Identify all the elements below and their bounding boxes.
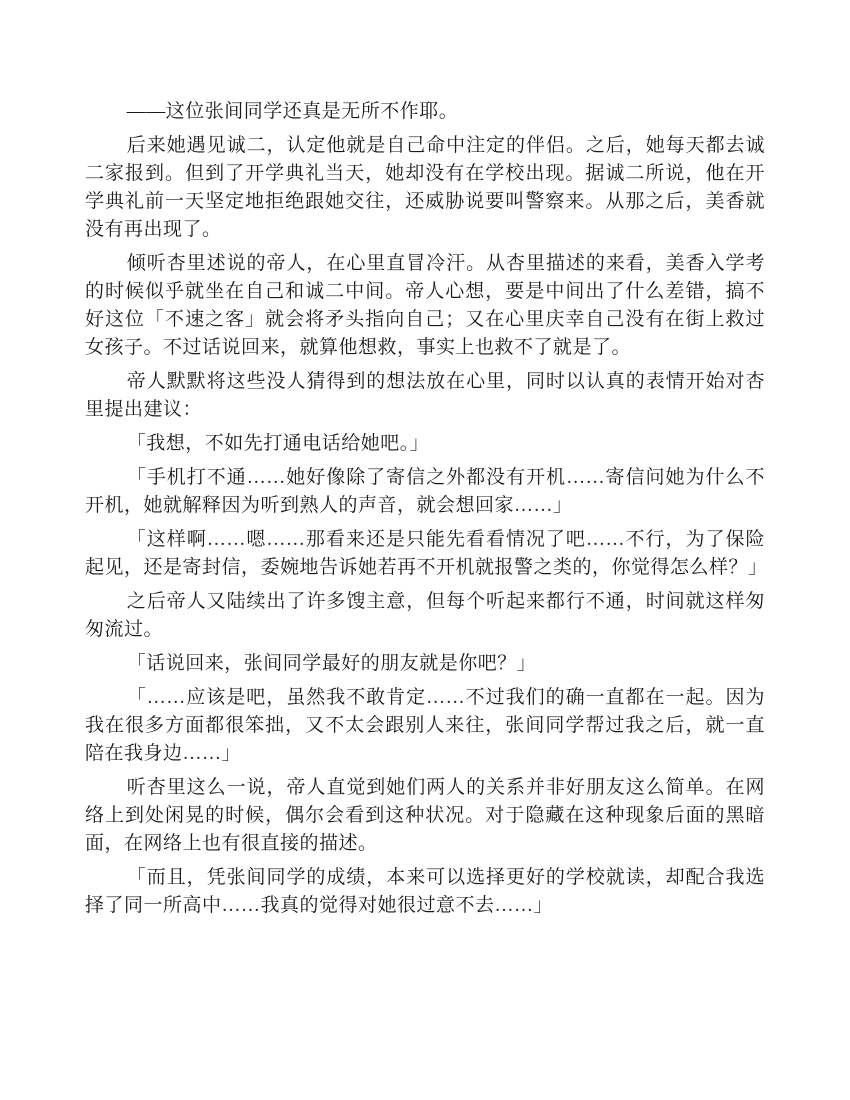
- paragraph-narration: 听杏里这么一说，帝人直觉到她们两人的关系并非好朋友这么简单。在网络上到处闲晃的时候，偶尔会看到这种状况。对于隐藏在这种现象后面的黑暗面，在网络上也有很直接的描述。: [85, 777, 765, 854]
- paragraph-dash-remark: ——这位张间同学还真是无所不作耶。: [126, 101, 459, 122]
- paragraph-dialogue: 「我想，不如先打通电话给她吧。」: [126, 433, 430, 454]
- paragraph-narration: 倾听杏里述说的帝人，在心里直冒冷汗。从杏里描述的来看，美香入学考的时候似乎就坐在自己和诚二中间。帝人心想，要是中间出了什么差错，搞不好这位「不速之客」就会将矛头指向自己；又在心里庆幸自己没有在街上救过女孩子。不过话说回来，就算他想救，事实上也救不了就是了。: [85, 253, 765, 358]
- paragraph-narration: 后来她遇见诚二，认定他就是自己命中注定的伴侣。之后，她每天都去诚二家报到。但到了开学典礼当天，她却没有在学校出现。据诚二所说，他在开学典礼前一天坚定地拒绝跟她交往，还威胁说要叫警察来。从那之后，美香就没有再出现了。: [85, 135, 765, 240]
- paragraph-narration: 帝人默默将这些没人猜得到的想法放在心里，同时以认真的表情开始对杏里提出建议：: [85, 371, 765, 420]
- paragraph-dialogue: 「……应该是吧，虽然我不敢肯定……不过我们的确一直都在一起。因为我在很多方面都很笨拙，又不太会跟别人来往，张间同学帮过我之后，就一直陪在我身边……」: [85, 687, 765, 764]
- paragraph-dialogue: 「话说回来，张间同学最好的朋友就是你吧？」: [126, 653, 537, 674]
- paragraph-narration: 之后帝人又陆续出了许多馊主意，但每个听起来都行不通，时间就这样匆匆流过。: [85, 591, 765, 640]
- paragraph-dialogue: 「这样啊……嗯……那看来还是只能先看看情况了吧……不行，为了保险起见，还是寄封信，委婉地告诉她若再不开机就报警之类的，你觉得怎么样？」: [85, 529, 768, 578]
- paragraph-dialogue: 「手机打不通……她好像除了寄信之外都没有开机……寄信问她为什么不开机，她就解释因为听到熟人的声音，就会想回家……」: [85, 467, 765, 516]
- paragraph-dialogue: 「而且，凭张间同学的成绩，本来可以选择更好的学校就读，却配合我选择了同一所高中……我真的觉得对她很过意不去……」: [85, 867, 765, 916]
